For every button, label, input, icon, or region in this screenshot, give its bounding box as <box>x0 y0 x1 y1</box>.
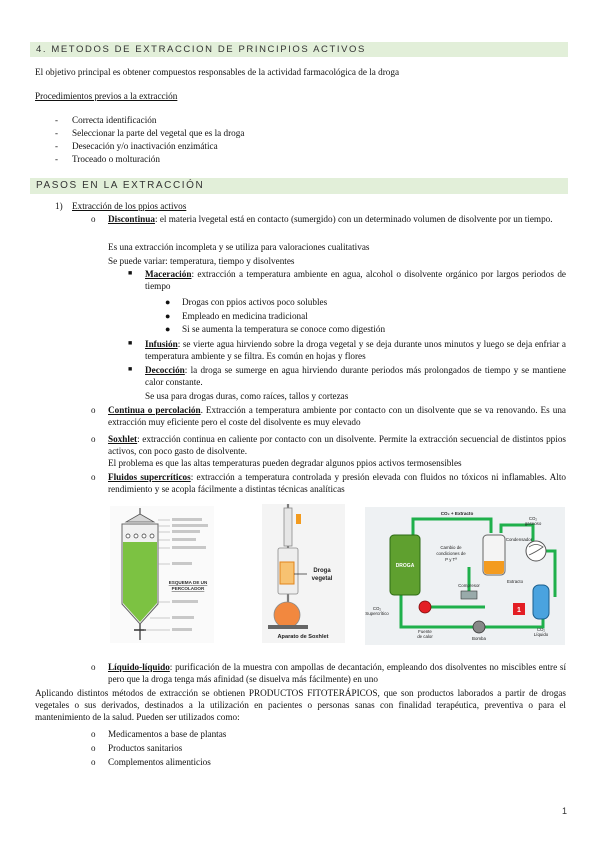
cont-term: Continua o percolación <box>108 405 201 415</box>
supercritical-label-line2: Supercrítico <box>365 611 389 616</box>
list-item: Troceado o molturación <box>72 154 160 164</box>
intro-text: El objetivo principal es obtener compuestos responsables de la actividad farmacológica de la droga <box>35 67 400 77</box>
section-heading-4: 4. METODOS DE EXTRACCION DE PRINCIPIOS ACTIVOS <box>30 42 568 57</box>
droga-label: DROGA <box>395 563 415 569</box>
thimble <box>280 562 294 584</box>
list-item: Productos sanitarios <box>108 743 183 753</box>
extract-liquid <box>484 561 504 574</box>
droga-label-line2: vegetal <box>311 576 333 582</box>
percolator-caption-line2: PERCOLADOR <box>171 586 205 591</box>
mac-term: Maceración <box>145 269 192 279</box>
dash-marker: - <box>55 154 58 164</box>
condenser-fitting <box>296 514 301 524</box>
flu-text: : extracción a temperatura controlada y presión elevada con fluidos no tóxicos ni inflamables. Alto rendimiento y se acopla fácilmente a distintas técnicas analíticas <box>108 472 566 494</box>
step-label: Extracción de los ppios activos <box>72 201 187 211</box>
dec-term: Decocción <box>145 365 185 375</box>
gas-label-2: gaseoso <box>524 521 542 526</box>
mac-bullet: Empleado en medicina tradicional <box>182 311 308 321</box>
percolator-figure <box>110 506 214 643</box>
percolator-caption-line1: ESQUEMA DE UN <box>168 580 208 585</box>
bullet-marker: ● <box>165 324 171 334</box>
circle-marker: o <box>91 405 96 415</box>
flu-paragraph <box>108 471 566 495</box>
list-item: Complementos alimenticios <box>108 757 211 767</box>
step-number: 1) <box>55 201 63 211</box>
disc-text: : el materia lvegetal está en contacto (sumergido) con un determinado volumen de disolvente por un tiempo. <box>154 214 553 224</box>
figure-background <box>262 504 345 643</box>
bubble <box>150 534 154 538</box>
disc-term: Discontinua <box>108 214 155 224</box>
pump-label: Bomba <box>472 636 486 641</box>
bullet-marker: ● <box>165 297 171 307</box>
circle-marker: o <box>91 434 96 444</box>
liq-text: : purificación de la muestra con ampollas de decantación, empleando dos disolventes no miscibles entre sí pero que la droga tenga más afinidad (se disuelva más fácilmente) en uno <box>108 662 566 684</box>
inf-paragraph <box>145 338 566 362</box>
condenser <box>526 541 546 561</box>
page-number: 1 <box>561 806 567 816</box>
dash-marker: - <box>55 128 58 138</box>
flu-term: Fluidos supercríticos <box>108 472 191 482</box>
compressor <box>461 591 477 599</box>
co2-tank <box>533 585 549 619</box>
dash-marker: - <box>55 115 58 125</box>
top-label: CO₂ + Extracto <box>440 511 474 516</box>
soxhlet-figure <box>262 504 345 643</box>
disc-note2: Se puede variar: temperatura, tiempo y disolventes <box>108 256 295 266</box>
mac-paragraph <box>145 268 566 292</box>
inf-text: : se vierte agua hirviendo sobre la droga vegetal y se deja durante unos minutos y luego se deja enfriar a temperatura ambiente y se filtra. Es común en hojas y flores <box>145 339 566 361</box>
liquid-label-line1: CO₂ <box>536 627 546 632</box>
sox-paragraph <box>108 433 566 457</box>
disc-paragraph <box>108 213 566 225</box>
liquid-label-line2: Líquido <box>533 632 549 637</box>
boiling-flask <box>274 602 300 628</box>
extract-label: Extracto <box>506 579 524 584</box>
condenser-label: Condensador <box>505 537 533 542</box>
circle-marker: o <box>91 743 96 753</box>
list-item: Desecación y/o inactivación enzimática <box>72 141 218 151</box>
compressor-label: Compresor <box>458 583 480 588</box>
list-item: Medicamentos a base de plantas <box>108 729 227 739</box>
supercritical-label-line1: CO₂ <box>372 606 382 611</box>
condenser-tube <box>284 508 292 546</box>
heat-label-line1: Fuente <box>418 629 432 634</box>
inf-term: Infusión <box>145 339 178 349</box>
dec-text: : la droga se sumerge en agua hirviendo durante periodos más prolongados de tiempo y se mantiene calor constante. <box>145 365 566 387</box>
list-item: Seleccionar la parte del vegetal que es la droga <box>72 128 245 138</box>
liq-term: Líquido-líquido <box>108 662 170 672</box>
liq-paragraph <box>108 661 566 685</box>
dec-paragraph <box>145 364 566 388</box>
heating-plate <box>268 625 308 629</box>
circle-marker: o <box>91 662 96 672</box>
square-marker: ■ <box>128 365 133 373</box>
sox-term: Soxhlet <box>108 434 138 444</box>
circle-marker: o <box>91 757 96 767</box>
soxhlet-caption: Aparato de Soxhlet <box>277 634 329 640</box>
cont-text: . Extracción a temperatura ambiente por contacto con un disolvente que se va renovando. Es una extracción muy eficiente pero el coste del disolvente es muy elevado <box>108 405 566 427</box>
bubble <box>142 534 146 538</box>
bullet-marker: ● <box>165 311 171 321</box>
cont-paragraph <box>108 404 566 428</box>
mac-text: : extracción a temperatura ambiente en agua, alcohol o disolvente orgánico por largos periodos de tiempo <box>145 269 566 291</box>
circle-marker: o <box>91 472 96 482</box>
dec-note: Se usa para drogas duras, como raíces, tallos y cortezas <box>145 391 349 401</box>
sox-note: El problema es que las altas temperaturas pueden degradar algunos ppios activos termosensibles <box>108 458 462 468</box>
section-heading-steps: PASOS EN LA EXTRACCIÓN <box>30 178 568 194</box>
list-item: Correcta identificación <box>72 115 157 125</box>
bubble <box>126 534 130 538</box>
square-marker: ■ <box>128 339 133 347</box>
bubble <box>134 534 138 538</box>
pump <box>473 621 485 633</box>
prev-heading: Procedimientos previos a la extracción <box>35 91 178 101</box>
circle-marker: o <box>91 729 96 739</box>
heat-label-line2: de calor <box>417 634 433 639</box>
change-label-line3: P y Tª <box>445 557 457 562</box>
fito-paragraph: Aplicando distintos métodos de extracción se obtienen PRODUCTOS FITOTERÁPICOS, que son productos laborados a partir de drogas vegetales o sus derivados, destinados a la utilización en pacientes o personas sanas con finalidad terapéutica, preventiva o para el mantenimiento de la salud. Pueden ser utilizados como: <box>35 688 566 722</box>
supercritical-figure <box>365 507 565 645</box>
heat-source <box>419 601 431 613</box>
square-marker: ■ <box>128 269 133 277</box>
mac-bullet: Si se aumenta la temperatura se conoce como digestión <box>182 324 386 334</box>
droga-label-line1: Droga <box>313 568 331 574</box>
change-label-line1: Cambio de <box>440 545 462 550</box>
dash-marker: - <box>55 141 58 151</box>
circle-marker: o <box>91 214 96 224</box>
gas-label: CO₂ <box>528 516 538 521</box>
mac-bullet: Drogas con ppios activos poco solubles <box>182 297 328 307</box>
disc-note1: Es una extracción incompleta y se utiliza para valoraciones cualitativas <box>108 242 370 252</box>
sox-text: : extracción continua en caliente por contacto con un disolvente. Permite la extracción secuencial de distintos ppios activos, con poco gasto de disolvente. <box>108 434 566 456</box>
badge-number: 1 <box>517 607 521 614</box>
change-label-line2: condiciones de <box>436 551 466 556</box>
